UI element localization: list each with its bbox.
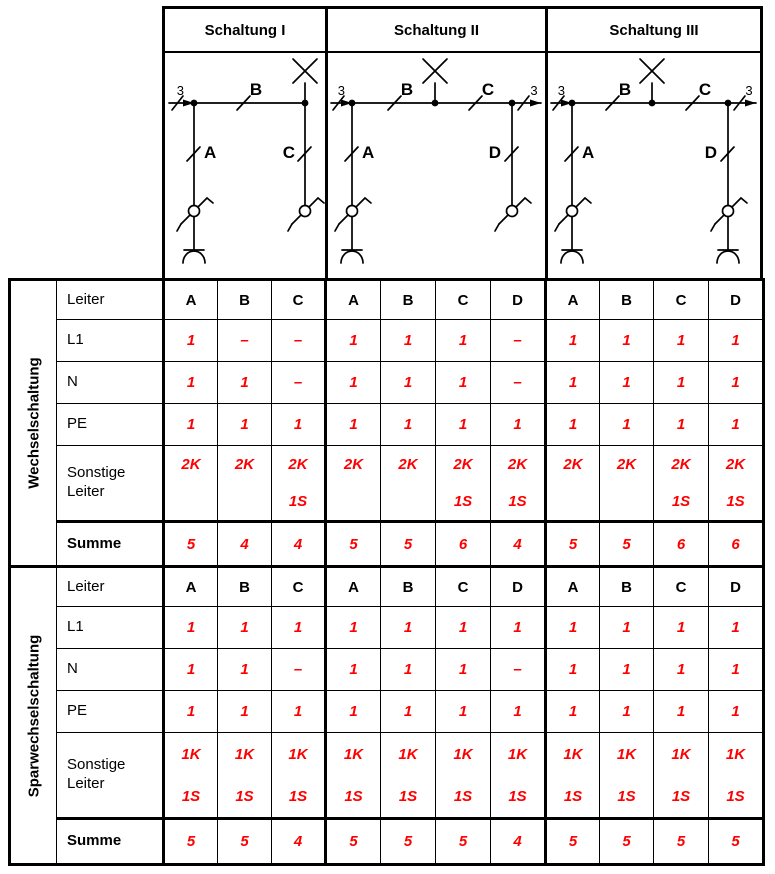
value-cell: 1 bbox=[709, 320, 764, 362]
switch-icon bbox=[711, 198, 747, 231]
value-cell: – bbox=[272, 362, 326, 404]
value-line bbox=[600, 483, 653, 520]
value-line: 2K bbox=[234, 456, 255, 473]
value-line: 1S bbox=[508, 787, 527, 805]
value-cell: 1 bbox=[436, 404, 491, 446]
value-cell: 1 bbox=[709, 404, 764, 446]
value-cell: 4 bbox=[218, 522, 272, 567]
value-cell bbox=[436, 446, 491, 522]
svg-text:3: 3 bbox=[337, 83, 345, 98]
value-cell bbox=[546, 446, 600, 522]
value-line: 1S bbox=[726, 787, 745, 805]
value-cell bbox=[491, 733, 546, 819]
value-cell: 1 bbox=[164, 649, 218, 691]
value-cell: 5 bbox=[381, 522, 436, 567]
value-line: 1K bbox=[343, 745, 364, 763]
value-line: 1K bbox=[288, 745, 308, 763]
value-line: 2K bbox=[725, 456, 746, 473]
switch-icon bbox=[555, 198, 591, 231]
row-label: N bbox=[57, 649, 164, 691]
feed-out-mark bbox=[518, 83, 541, 110]
value-cell: 1 bbox=[218, 607, 272, 649]
row-label: PE bbox=[57, 404, 164, 446]
lamp-icon bbox=[423, 59, 447, 103]
value-cell: – bbox=[218, 320, 272, 362]
value-cell: 1 bbox=[709, 649, 764, 691]
value-cell bbox=[164, 733, 218, 819]
value-cell: 1 bbox=[326, 691, 381, 733]
value-line: 1S bbox=[235, 787, 254, 805]
column-header: C bbox=[272, 280, 326, 320]
value-cell bbox=[654, 446, 709, 522]
row-label: Sonstige Leiter bbox=[57, 733, 164, 819]
row-label: Summe bbox=[57, 819, 164, 865]
value-cell: 1 bbox=[436, 607, 491, 649]
group-label-text: Wechselschaltung bbox=[25, 357, 42, 489]
value-line: 1K bbox=[507, 745, 528, 763]
value-line: 1S bbox=[453, 493, 473, 510]
value-cell: 1 bbox=[381, 607, 436, 649]
lamp-icon bbox=[640, 59, 664, 103]
value-cell: 1 bbox=[436, 362, 491, 404]
junction-dot bbox=[649, 100, 656, 107]
feed-in-mark bbox=[333, 83, 352, 110]
value-cell: 5 bbox=[164, 819, 218, 865]
svg-text:3: 3 bbox=[557, 83, 565, 98]
value-cell: 1 bbox=[600, 607, 654, 649]
column-header: A bbox=[164, 567, 218, 607]
group-label bbox=[10, 567, 57, 865]
wire-label-c: C bbox=[282, 143, 295, 162]
value-cell bbox=[709, 733, 764, 819]
value-cell: – bbox=[491, 362, 546, 404]
value-cell: 1 bbox=[491, 607, 546, 649]
column-header: D bbox=[709, 280, 764, 320]
value-cell: 1 bbox=[218, 691, 272, 733]
value-cell: 5 bbox=[709, 819, 764, 865]
column-header: D bbox=[709, 567, 764, 607]
value-cell bbox=[326, 446, 381, 522]
value-line: 2K bbox=[671, 456, 691, 473]
switch-icon bbox=[288, 198, 324, 231]
wire-label-a: A bbox=[582, 143, 595, 162]
value-cell bbox=[491, 446, 546, 522]
value-cell: 1 bbox=[491, 691, 546, 733]
column-header: B bbox=[218, 567, 272, 607]
value-cell: – bbox=[272, 649, 326, 691]
value-cell: 1 bbox=[326, 649, 381, 691]
arc-terminal-icon bbox=[717, 250, 739, 263]
wire-label-d: D bbox=[704, 143, 717, 162]
column-header: C bbox=[654, 567, 709, 607]
value-line: 2K bbox=[616, 456, 637, 473]
schaltung-1-title: Schaltung I bbox=[165, 9, 325, 53]
value-cell: 4 bbox=[491, 522, 546, 567]
value-line bbox=[381, 483, 435, 520]
circuit-diagram-schaltung-3 bbox=[548, 53, 760, 278]
value-cell: 1 bbox=[546, 649, 600, 691]
schaltung-1-column bbox=[165, 9, 325, 278]
column-header: D bbox=[491, 280, 546, 320]
value-cell bbox=[546, 733, 600, 819]
junction-dot bbox=[432, 100, 439, 107]
value-cell bbox=[326, 733, 381, 819]
wire-label-d: D bbox=[488, 143, 501, 162]
value-cell: 5 bbox=[326, 819, 381, 865]
circuit-diagram-header bbox=[162, 6, 763, 278]
value-cell: 1 bbox=[491, 404, 546, 446]
value-cell: 1 bbox=[654, 607, 709, 649]
value-line bbox=[165, 483, 217, 520]
value-cell: 6 bbox=[654, 522, 709, 567]
value-cell: 1 bbox=[164, 362, 218, 404]
value-cell: 1 bbox=[272, 404, 326, 446]
value-cell: 1 bbox=[546, 404, 600, 446]
value-line: 1S bbox=[671, 787, 691, 805]
value-cell: 1 bbox=[600, 691, 654, 733]
switch-icon bbox=[177, 198, 213, 231]
group-label-text: Sparwechselschaltung bbox=[25, 634, 42, 797]
value-cell bbox=[600, 446, 654, 522]
arc-terminal-icon bbox=[183, 250, 205, 263]
value-line: 1S bbox=[453, 787, 473, 805]
column-header: C bbox=[272, 567, 326, 607]
value-cell bbox=[600, 733, 654, 819]
value-cell: 1 bbox=[326, 362, 381, 404]
value-line bbox=[547, 483, 599, 520]
wire-label-c: C bbox=[698, 80, 712, 99]
value-cell: 6 bbox=[436, 522, 491, 567]
value-cell: 1 bbox=[164, 320, 218, 362]
arc-terminal-icon bbox=[561, 250, 583, 263]
column-header: A bbox=[326, 567, 381, 607]
switch-icon bbox=[495, 198, 531, 231]
value-cell: 1 bbox=[326, 607, 381, 649]
column-header: C bbox=[654, 280, 709, 320]
value-line: 2K bbox=[398, 456, 418, 473]
value-cell: 1 bbox=[218, 649, 272, 691]
value-cell: 1 bbox=[654, 362, 709, 404]
value-cell: 6 bbox=[709, 522, 764, 567]
value-line: 1K bbox=[671, 745, 691, 763]
value-line: 2K bbox=[563, 456, 583, 473]
circuit-diagram-schaltung-1 bbox=[165, 53, 325, 278]
value-cell: – bbox=[272, 320, 326, 362]
value-line: 1K bbox=[453, 745, 473, 763]
value-line: 2K bbox=[453, 456, 473, 473]
value-line: 1K bbox=[234, 745, 255, 763]
value-cell: 5 bbox=[381, 819, 436, 865]
value-cell bbox=[381, 733, 436, 819]
column-header: B bbox=[218, 280, 272, 320]
column-header: D bbox=[491, 567, 546, 607]
value-cell: 1 bbox=[164, 691, 218, 733]
row-label: PE bbox=[57, 691, 164, 733]
feed-out-mark bbox=[734, 83, 756, 110]
value-line: 1K bbox=[181, 745, 201, 763]
value-line: 1S bbox=[398, 787, 418, 805]
value-cell bbox=[218, 446, 272, 522]
value-cell: 1 bbox=[654, 320, 709, 362]
value-cell: 1 bbox=[709, 691, 764, 733]
value-cell: 5 bbox=[546, 522, 600, 567]
value-cell bbox=[709, 446, 764, 522]
value-cell: 1 bbox=[381, 404, 436, 446]
value-cell: 1 bbox=[546, 691, 600, 733]
wire-label-b: B bbox=[249, 80, 263, 99]
value-cell bbox=[272, 446, 326, 522]
value-cell: 1 bbox=[218, 404, 272, 446]
value-cell: 1 bbox=[381, 362, 436, 404]
value-line: 1K bbox=[563, 745, 583, 763]
value-cell: 1 bbox=[381, 320, 436, 362]
conductor-table bbox=[8, 278, 765, 866]
column-header: C bbox=[436, 280, 491, 320]
value-cell bbox=[218, 733, 272, 819]
value-line: 1S bbox=[508, 493, 527, 510]
circuit-diagram-schaltung-2 bbox=[328, 53, 545, 278]
row-label: Leiter bbox=[57, 567, 164, 607]
value-cell: 5 bbox=[164, 522, 218, 567]
column-header: A bbox=[164, 280, 218, 320]
value-cell: 1 bbox=[654, 404, 709, 446]
feed-in-mark bbox=[553, 83, 572, 110]
svg-text:3: 3 bbox=[530, 83, 538, 98]
value-line: 1S bbox=[671, 493, 691, 510]
row-label: L1 bbox=[57, 607, 164, 649]
value-cell: 1 bbox=[654, 649, 709, 691]
row-label: Leiter bbox=[57, 280, 164, 320]
value-cell bbox=[654, 733, 709, 819]
column-header: B bbox=[381, 567, 436, 607]
value-cell: 1 bbox=[600, 649, 654, 691]
value-cell: 4 bbox=[272, 819, 326, 865]
value-line: 1S bbox=[288, 787, 308, 805]
value-line: 2K bbox=[288, 456, 308, 473]
value-line: 1S bbox=[181, 787, 201, 805]
value-cell: 5 bbox=[654, 819, 709, 865]
value-cell: 1 bbox=[272, 691, 326, 733]
column-header: B bbox=[600, 280, 654, 320]
value-line bbox=[327, 483, 380, 520]
arc-terminal-icon bbox=[341, 250, 363, 263]
column-header: B bbox=[381, 280, 436, 320]
value-cell bbox=[164, 446, 218, 522]
value-line: 2K bbox=[507, 456, 528, 473]
value-cell: 5 bbox=[600, 819, 654, 865]
column-header: B bbox=[600, 567, 654, 607]
value-cell: 5 bbox=[436, 819, 491, 865]
row-label: Summe bbox=[57, 522, 164, 567]
value-cell: 1 bbox=[164, 404, 218, 446]
schaltung-2-column bbox=[325, 9, 545, 278]
value-cell: 1 bbox=[218, 362, 272, 404]
row-label: N bbox=[57, 362, 164, 404]
schaltung-2-title: Schaltung II bbox=[328, 9, 545, 53]
value-line: 1S bbox=[726, 493, 745, 510]
switch-icon bbox=[335, 198, 371, 231]
schaltung-3-title: Schaltung III bbox=[548, 9, 760, 53]
value-cell: 1 bbox=[436, 649, 491, 691]
value-line: 2K bbox=[343, 456, 364, 473]
wire-label-a: A bbox=[204, 143, 217, 162]
value-cell: 1 bbox=[546, 362, 600, 404]
wire-label-b: B bbox=[618, 80, 632, 99]
value-line: 1S bbox=[563, 787, 583, 805]
value-cell: 5 bbox=[218, 819, 272, 865]
value-cell: 1 bbox=[436, 691, 491, 733]
value-cell: 5 bbox=[600, 522, 654, 567]
wire-label-b: B bbox=[400, 80, 414, 99]
value-cell: 1 bbox=[164, 607, 218, 649]
wire-label-a: A bbox=[362, 143, 375, 162]
column-header: A bbox=[546, 280, 600, 320]
wire-label-c: C bbox=[481, 80, 495, 99]
value-cell: – bbox=[491, 320, 546, 362]
value-line: 2K bbox=[181, 456, 201, 473]
value-cell bbox=[381, 446, 436, 522]
value-cell: 1 bbox=[546, 607, 600, 649]
value-cell: 5 bbox=[326, 522, 381, 567]
value-cell: 1 bbox=[326, 404, 381, 446]
value-cell: 1 bbox=[600, 404, 654, 446]
value-cell: 1 bbox=[381, 649, 436, 691]
value-cell: 1 bbox=[600, 320, 654, 362]
feed-in-mark bbox=[172, 83, 194, 110]
value-cell: 1 bbox=[326, 320, 381, 362]
value-cell: 1 bbox=[272, 607, 326, 649]
value-cell bbox=[436, 733, 491, 819]
value-line: 1S bbox=[344, 787, 363, 805]
value-cell: 5 bbox=[546, 819, 600, 865]
value-line: 1S bbox=[617, 787, 636, 805]
column-header: A bbox=[546, 567, 600, 607]
svg-text:3: 3 bbox=[176, 83, 184, 98]
value-cell: 1 bbox=[654, 691, 709, 733]
group-label bbox=[10, 280, 57, 567]
row-label: Sonstige Leiter bbox=[57, 446, 164, 522]
value-cell: 1 bbox=[600, 362, 654, 404]
value-cell: 1 bbox=[381, 691, 436, 733]
value-cell: 1 bbox=[436, 320, 491, 362]
value-cell: 1 bbox=[709, 607, 764, 649]
column-header: A bbox=[326, 280, 381, 320]
value-line: 1K bbox=[725, 745, 746, 763]
value-line: 1S bbox=[288, 493, 308, 510]
value-cell: 4 bbox=[272, 522, 326, 567]
value-cell bbox=[272, 733, 326, 819]
value-cell: – bbox=[491, 649, 546, 691]
value-cell: 4 bbox=[491, 819, 546, 865]
value-cell: 1 bbox=[546, 320, 600, 362]
lamp-icon bbox=[293, 59, 317, 103]
svg-text:3: 3 bbox=[745, 83, 753, 98]
value-cell: 1 bbox=[709, 362, 764, 404]
value-line bbox=[218, 483, 271, 520]
column-header: C bbox=[436, 567, 491, 607]
value-line: 1K bbox=[398, 745, 418, 763]
schaltung-3-column bbox=[545, 9, 760, 278]
row-label: L1 bbox=[57, 320, 164, 362]
value-line: 1K bbox=[616, 745, 637, 763]
